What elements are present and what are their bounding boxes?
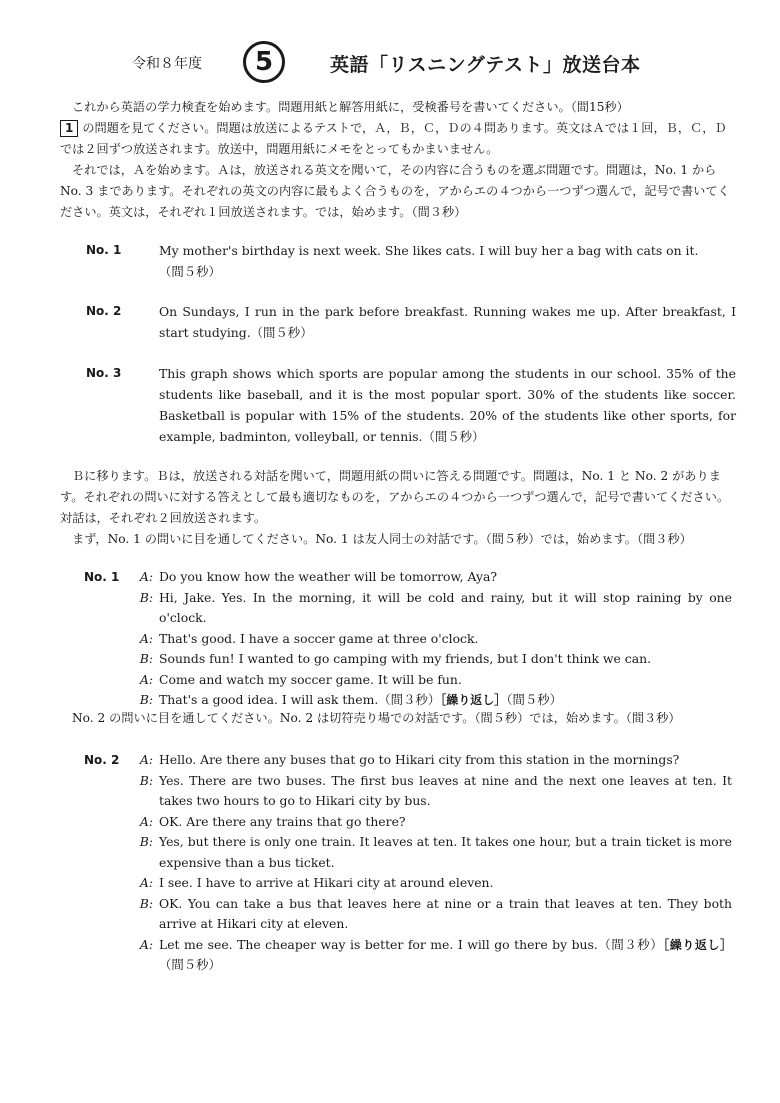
pause-note: （間５秒）	[422, 429, 485, 444]
item-sentence: On Sundays, I run in the park before breakfast. Running wakes me up. After breakfast, I start studying.	[159, 304, 736, 340]
intro-paragraph-2	[60, 118, 730, 160]
line-text: Yes. There are two buses. The first bus leaves at nine and the next one leaves at ten. It takes two hours to go to Hikari city by bus.	[159, 772, 732, 808]
dialogue-line	[139, 812, 732, 833]
line-text: Hello. Are there any buses that go to Hikari city from this station in the mornings?	[159, 752, 680, 767]
intro-section	[60, 97, 730, 223]
dialogue-line	[139, 649, 732, 670]
dialogue-line	[139, 771, 732, 812]
speaker-label: A:	[139, 752, 153, 767]
speaker-label: A:	[139, 630, 153, 646]
dialogue-number: No. 1	[84, 570, 120, 584]
pause-note: （間３秒）	[378, 692, 441, 707]
dialogue-line	[139, 873, 732, 894]
item-sentence: This graph shows which sports are popular among the students in our school. 35% of the students like baseball, and it is the most popular sport. 30% of the students like soccer. Basketball is popular with 15% of the students. 20% of the students like other sports, for example, badminton, volleyball, or tennis.	[159, 366, 736, 444]
line-text: OK. Are there any trains that go there?	[159, 813, 406, 829]
item-text	[159, 240, 736, 282]
part-a-item-3	[86, 363, 736, 447]
pause-note: （間５秒）	[159, 264, 221, 279]
dialogue-no-2	[84, 750, 732, 976]
school-year: 令和８年度	[132, 56, 202, 72]
speaker-label: B:	[139, 651, 153, 666]
speaker-label: B:	[139, 589, 153, 605]
speaker-label: B:	[139, 772, 153, 788]
page-title: 英語「リスニングテスト」放送台本	[330, 54, 641, 76]
line-text: Hi, Jake. Yes. In the morning, it will be cold and rainy, but it will stop raining by one o'clock.	[159, 589, 732, 625]
speaker-label: A:	[139, 813, 153, 829]
dialogue-line	[139, 588, 732, 629]
speaker-label: B:	[139, 692, 153, 707]
part-a-item-2	[86, 301, 736, 343]
part-b-intro-2: まず，No. 1 の問いに目を通してください。No. 1 は友人同士の対話です。（間５秒）では，始めます。（間３秒）	[72, 532, 692, 546]
intro-paragraph-3: それでは，Ａを始めます。Ａは，放送される英文を聞いて，その内容に合うものを選ぶ問題です。問題は，No. 1 から No. 3 まであります。それぞれの英文の内容に最もよく合うものを，アからエの４つから一つずつ選んで，記号で書いてください。英文は，それぞれ１回放送されます。では，始めます。（間３秒）	[60, 163, 730, 219]
line-text-group	[159, 935, 732, 976]
speaker-label: A:	[139, 569, 153, 584]
intro-paragraph-1: これから英語の学力検査を始めます。問題用紙と解答用紙に，受検番号を書いてください。（間15秒）	[72, 100, 629, 114]
part-b-intro-3: No. 2 の問いに目を通してください。No. 2 は切符売り場での対話です。（間５秒）では，始めます。（間３秒）	[72, 711, 681, 725]
line-text: That's good. I have a soccer game at three o'clock.	[159, 630, 479, 646]
part-b-intro	[60, 466, 730, 550]
item-sentence: My mother's birthday is next week. She likes cats. I will buy her a bag with cats on it.	[159, 243, 699, 258]
repeat-note: ［繰り返し］	[440, 693, 507, 707]
question-box-1: 1	[60, 120, 78, 137]
item-text	[159, 363, 736, 447]
line-text: Come and watch my soccer game. It will be fun.	[159, 671, 462, 687]
item-number: No. 1	[86, 243, 122, 257]
item-number: No. 3	[86, 366, 122, 380]
speaker-label: B:	[139, 895, 153, 911]
header	[0, 40, 780, 88]
part-a-item-1	[86, 240, 736, 282]
part-b-intro-1: Ｂに移ります。Ｂは，放送される対話を聞いて，問題用紙の問いに答える問題です。問題は，No. 1 と No. 2 があります。それぞれの問いに対する答えとして最も適切なものを，アからエの４つから一つずつ選んで，記号で書いてください。対話は，それぞれ２回放送されます。	[60, 469, 730, 525]
dialogue-line	[139, 750, 732, 771]
question-number-circle: 5	[243, 41, 285, 83]
speaker-label: A:	[139, 936, 153, 952]
dialogue-line	[139, 629, 732, 650]
line-text: That's a good idea. I will ask them.	[159, 692, 379, 707]
line-text: OK. You can take a bus that leaves here at nine or a train that leaves at ten. They both arrive at Hikari city at eleven.	[159, 895, 732, 931]
speaker-label: B:	[139, 834, 153, 849]
line-text: Let me see. The cheaper way is better for me. I will go there by bus.	[159, 936, 598, 952]
item-number: No. 2	[86, 304, 122, 318]
line-text: Sounds fun! I wanted to go camping with my friends, but I don't think we can.	[159, 651, 652, 666]
dialogue-line	[139, 670, 732, 691]
dialogue-line	[139, 894, 732, 935]
repeat-note: ［繰り返し］	[663, 937, 733, 952]
item-text	[159, 301, 736, 343]
line-text: Do you know how the weather will be tomorrow, Aya?	[159, 569, 497, 584]
pause-note: （間３秒）	[597, 936, 664, 952]
dialogue-line	[139, 567, 732, 588]
pause-note: （間５秒）	[506, 692, 563, 707]
speaker-label: A:	[139, 875, 153, 890]
speaker-label: A:	[139, 671, 153, 687]
dialogue-number: No. 2	[84, 753, 120, 767]
pause-note: （間５秒）	[159, 957, 221, 972]
line-text: Yes, but there is only one train. It leaves at ten. It takes one hour, but a train ticket is more expensive than a bus ticket.	[159, 834, 732, 870]
dialogue-no-1	[84, 567, 732, 711]
pause-note: （間５秒）	[250, 325, 313, 340]
dialogue-line	[139, 832, 732, 873]
part-b-no2-intro	[60, 708, 730, 729]
intro-paragraph-2-text: の問題を見てください。問題は放送によるテストで，Ａ，Ｂ，Ｃ，Ｄの４問あります。英文はＡでは１回，Ｂ，Ｃ，Ｄでは２回ずつ放送されます。放送中，問題用紙にメモをとってもかまいません。	[60, 121, 727, 156]
line-text: I see. I have to arrive at Hikari city at around eleven.	[159, 875, 494, 890]
dialogue-line	[139, 935, 733, 976]
